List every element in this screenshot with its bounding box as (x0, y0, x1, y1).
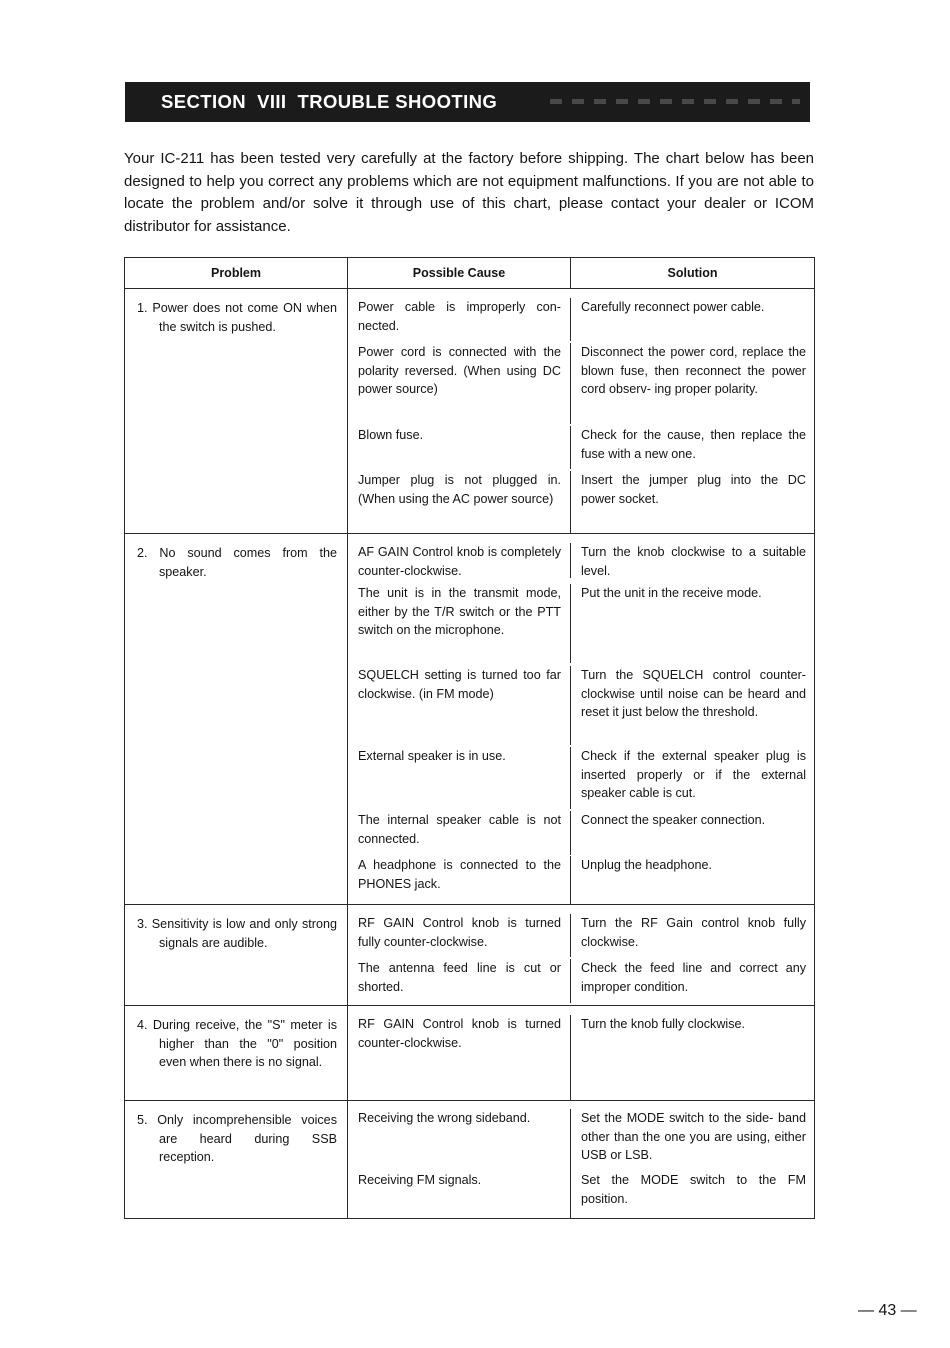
solution-cell: Set the MODE switch to the side- band other than the one you are using, either USB or LSB. (570, 1109, 814, 1171)
solution-cell: Check if the external speaker plug is inserted properly or if the external speaker cable is cut. (570, 747, 814, 809)
cause-cell: External speaker is in use. (358, 749, 506, 763)
problem-cell: 2. No sound comes from the speaker. (137, 546, 337, 579)
cause-cell: Blown fuse. (358, 428, 424, 442)
problem-cell: 1. Power does not come ON when the switch is pushed. (137, 301, 337, 334)
solution-cell: Put the unit in the receive mode. (570, 584, 814, 663)
cause-cell: The unit is in the transmit mode, either by the T/R switch or the PTT switch on the microphone. (358, 586, 561, 637)
header-solution: Solution (570, 258, 814, 288)
intro-paragraph: Your IC-211 has been tested very carefully at the factory before shipping. The chart below has been designed to help you correct any problems which are not equipment malfunctions. If you are not able to locate the problem and/or solve it through use of this chart, please contact your dealer or ICOM distributor for assistance. (124, 150, 814, 235)
cause-cell: A headphone is connected to the PHONES jack. (358, 858, 561, 891)
problem-cell: 4. During receive, the "S" meter is higher than the "0" position even when there is no signal. (137, 1018, 337, 1069)
cause-cell: Jumper plug is not plugged in. (When using the AC power source) (358, 473, 561, 506)
troubleshooting-table (124, 257, 815, 1219)
cause-cell: SQUELCH setting is turned too far clockwise. (in FM mode) (358, 668, 561, 701)
solution-cell: Insert the jumper plug into the DC power socket. (570, 471, 814, 533)
solution-cell: Connect the speaker connection. (570, 811, 814, 855)
cause-solution-pair (348, 855, 814, 904)
table-row (125, 1006, 815, 1101)
table-row (125, 289, 815, 534)
solution-cell: Turn the knob clockwise to a suitable level. (570, 543, 814, 578)
table-header-row (125, 258, 815, 289)
cause-cell: AF GAIN Control knob is completely counter-clockwise. (358, 545, 561, 578)
solution-cell: Check the feed line and correct any improper condition. (570, 959, 814, 1003)
solution-cell: Carefully reconnect power cable. (570, 298, 814, 341)
table-row (125, 1101, 815, 1219)
problem-cell: 3. Sensitivity is low and only strong signals are audible. (137, 917, 337, 950)
cause-cell: RF GAIN Control knob is turned counter-clockwise. (358, 1017, 561, 1050)
cause-cell: Receiving FM signals. (358, 1173, 482, 1187)
problem-cell: 5. Only incomprehensible voices are heard during SSB reception. (137, 1113, 337, 1164)
cause-cell: RF GAIN Control knob is turned fully counter-clockwise. (358, 916, 561, 949)
cause-solution-pair (348, 663, 814, 745)
cause-solution-pair (348, 534, 814, 578)
cause-solution-pair (348, 469, 814, 533)
solution-cell: Check for the cause, then replace the fuse with a new one. (570, 426, 814, 469)
cause-cell: The internal speaker cable is not connected. (358, 813, 561, 846)
cause-cell: Power cord is connected with the polarity reversed. (When using DC power source) (358, 345, 561, 396)
cause-solution-pair (348, 905, 814, 957)
cause-solution-pair (348, 957, 814, 1003)
cause-solution-pair (348, 578, 814, 663)
cause-solution-pair (348, 745, 814, 809)
cause-solution-pair (348, 1006, 814, 1100)
cause-cell: The antenna feed line is cut or shorted. (358, 961, 561, 994)
header-problem: Problem (125, 258, 348, 289)
table-row (125, 905, 815, 1006)
cause-cell: Receiving the wrong sideband. (358, 1111, 531, 1125)
section-title-banner: SECTION VIII TROUBLE SHOOTING (125, 82, 810, 122)
solution-cell: Turn the knob fully clockwise. (570, 1015, 814, 1100)
solution-cell: Turn the SQUELCH control counter-clockwise until noise can be heard and reset it just below the threshold. (570, 666, 814, 745)
cause-solution-pair (348, 289, 814, 341)
table-row (125, 534, 815, 905)
header-cause-solution (348, 258, 815, 289)
cause-solution-pair (348, 424, 814, 469)
solution-cell: Turn the RF Gain control knob fully clockwise. (570, 914, 814, 957)
solution-cell: Disconnect the power cord, replace the blown fuse, then reconnect the power cord observ- ing proper polarity. (570, 343, 814, 424)
solution-cell: Set the MODE switch to the FM position. (570, 1171, 814, 1218)
cause-solution-pair (348, 809, 814, 855)
cause-solution-pair (348, 1101, 814, 1171)
cause-solution-pair (348, 1171, 814, 1218)
cause-solution-pair (348, 341, 814, 424)
page-number: — 43 — (858, 1302, 917, 1319)
header-cause: Possible Cause (412, 265, 506, 280)
cause-cell: Power cable is improperly con- nected. (358, 300, 561, 333)
solution-cell: Unplug the headphone. (570, 856, 814, 904)
